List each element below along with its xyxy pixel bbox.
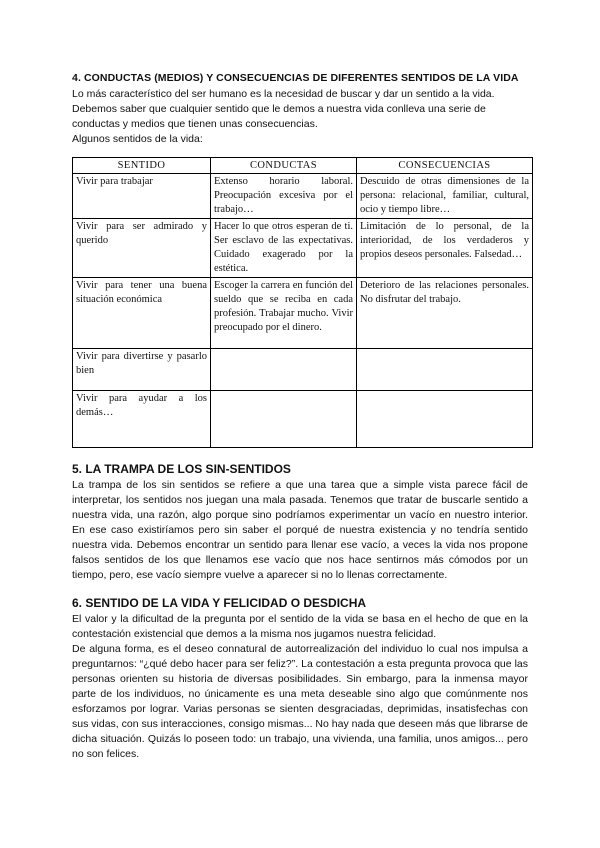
cell-consecuencias: Deterioro de las relaciones personales. No disfrutar del trabajo. [357,278,533,349]
header-consecuencias: CONSECUENCIAS [357,158,533,174]
cell-conductas: Escoger la carrera en función del sueldo que se reciba en cada profesión. Trabajar mucho. Vivir preocupado por el dinero. [211,278,357,349]
cell-conductas [211,349,357,391]
cell-sentido: Vivir para tener una buena situación económica [73,278,211,349]
section-5-title: 5. LA TRAMPA DE LOS SIN-SENTIDOS [72,462,291,476]
cell-sentido: Vivir para ser admirado y querido [73,219,211,278]
cell-consecuencias: Limitación de lo personal, de la interioridad, de los verdaderos y propios deseos personales. Falsedad… [357,219,533,278]
header-sentido: SENTIDO [73,158,211,174]
header-conductas: CONDUCTAS [211,158,357,174]
cell-conductas [211,391,357,448]
cell-sentido: Vivir para divertirse y pasarlo bien [73,349,211,391]
section-4-title: 4. CONDUCTAS (MEDIOS) Y CONSECUENCIAS DE DIFERENTES SENTIDOS DE LA VIDA [72,72,519,84]
table-row [73,391,533,448]
cell-conductas: Extenso horario laboral. Preocupación excesiva por el trabajo… [211,174,357,219]
section-6-paragraph-2: De alguna forma, es el deseo connatural de autorrealización del individuo lo cual nos impulsa a preguntarnos: “¿qué debo hacer para ser feliz?”. La contestación a esta pregunta provoca que las personas orienten su historia de diversas posibilidades. Sin embargo, para la inmensa mayor parte de los individuos, no únicamente es una meta deseable sino algo que comúnmente nos esforzamos por lograr. Varias personas se sienten desgraciadas, deprimidas, insatisfechas con sus vidas, con sus interacciones, consigo mismas... No hay nada que deseen más que librarse de dicha situación. Quizás lo poseen todo: un trabajo, una vivienda, una familia, unos amigos... pero no son felices. [72,643,528,760]
sentidos-table [72,157,533,448]
cell-consecuencias [357,391,533,448]
document-page [72,72,528,762]
section-6-title: 6. SENTIDO DE LA VIDA Y FELICIDAD O DESDICHA [72,596,367,610]
table-row [73,219,533,278]
table-header-row [73,158,533,174]
table-row [73,278,533,349]
cell-consecuencias [357,349,533,391]
section-4-lead: Algunos sentidos de la vida: [72,133,203,145]
table-row [73,349,533,391]
table-row [73,174,533,219]
cell-sentido: Vivir para ayudar a los demás… [73,391,211,448]
cell-consecuencias: Descuido de otras dimensiones de la persona: relacional, familiar, cultural, ocio y tiempo libre… [357,174,533,219]
cell-conductas: Hacer lo que otros esperan de ti. Ser esclavo de las expectativas. Cuidado exagerado por la estética. [211,219,357,278]
section-4-intro: Lo más característico del ser humano es la necesidad de buscar y dar un sentido a la vida. Debemos saber que cualquier sentido que le demos a nuestra vida conlleva una serie de conductas y medios que tienen unas consecuencias. [72,88,495,130]
section-5-body: La trampa de los sin sentidos se refiere a que una tarea que a simple vista parece fácil de interpretar, los sentidos nos juegan una mala pasada. Tenemos que tratar de buscarle sentido a nuestra vida, una razón, algo porque sino podríamos experimentar un vacío en nuestro interior. En ese caso existiríamos pero sin saber el porqué de nuestra existencia y no tendría sentido nuestra vida. Debemos encontrar un sentido para llenar ese vacío, a veces la vida nos propone falsos sentidos de los que llenamos ese vacío que nos hace sentirnos más cómodos por un tiempo, pero, ese vacío siempre vuelve a aparecer si no lo llenas correctamente. [72,479,528,581]
cell-sentido: Vivir para trabajar [73,174,211,219]
section-6-paragraph-1: El valor y la dificultad de la pregunta por el sentido de la vida se basa en el hecho de que en la contestación existencial que demos a la misma nos jugamos nuestra felicidad. [72,613,528,640]
